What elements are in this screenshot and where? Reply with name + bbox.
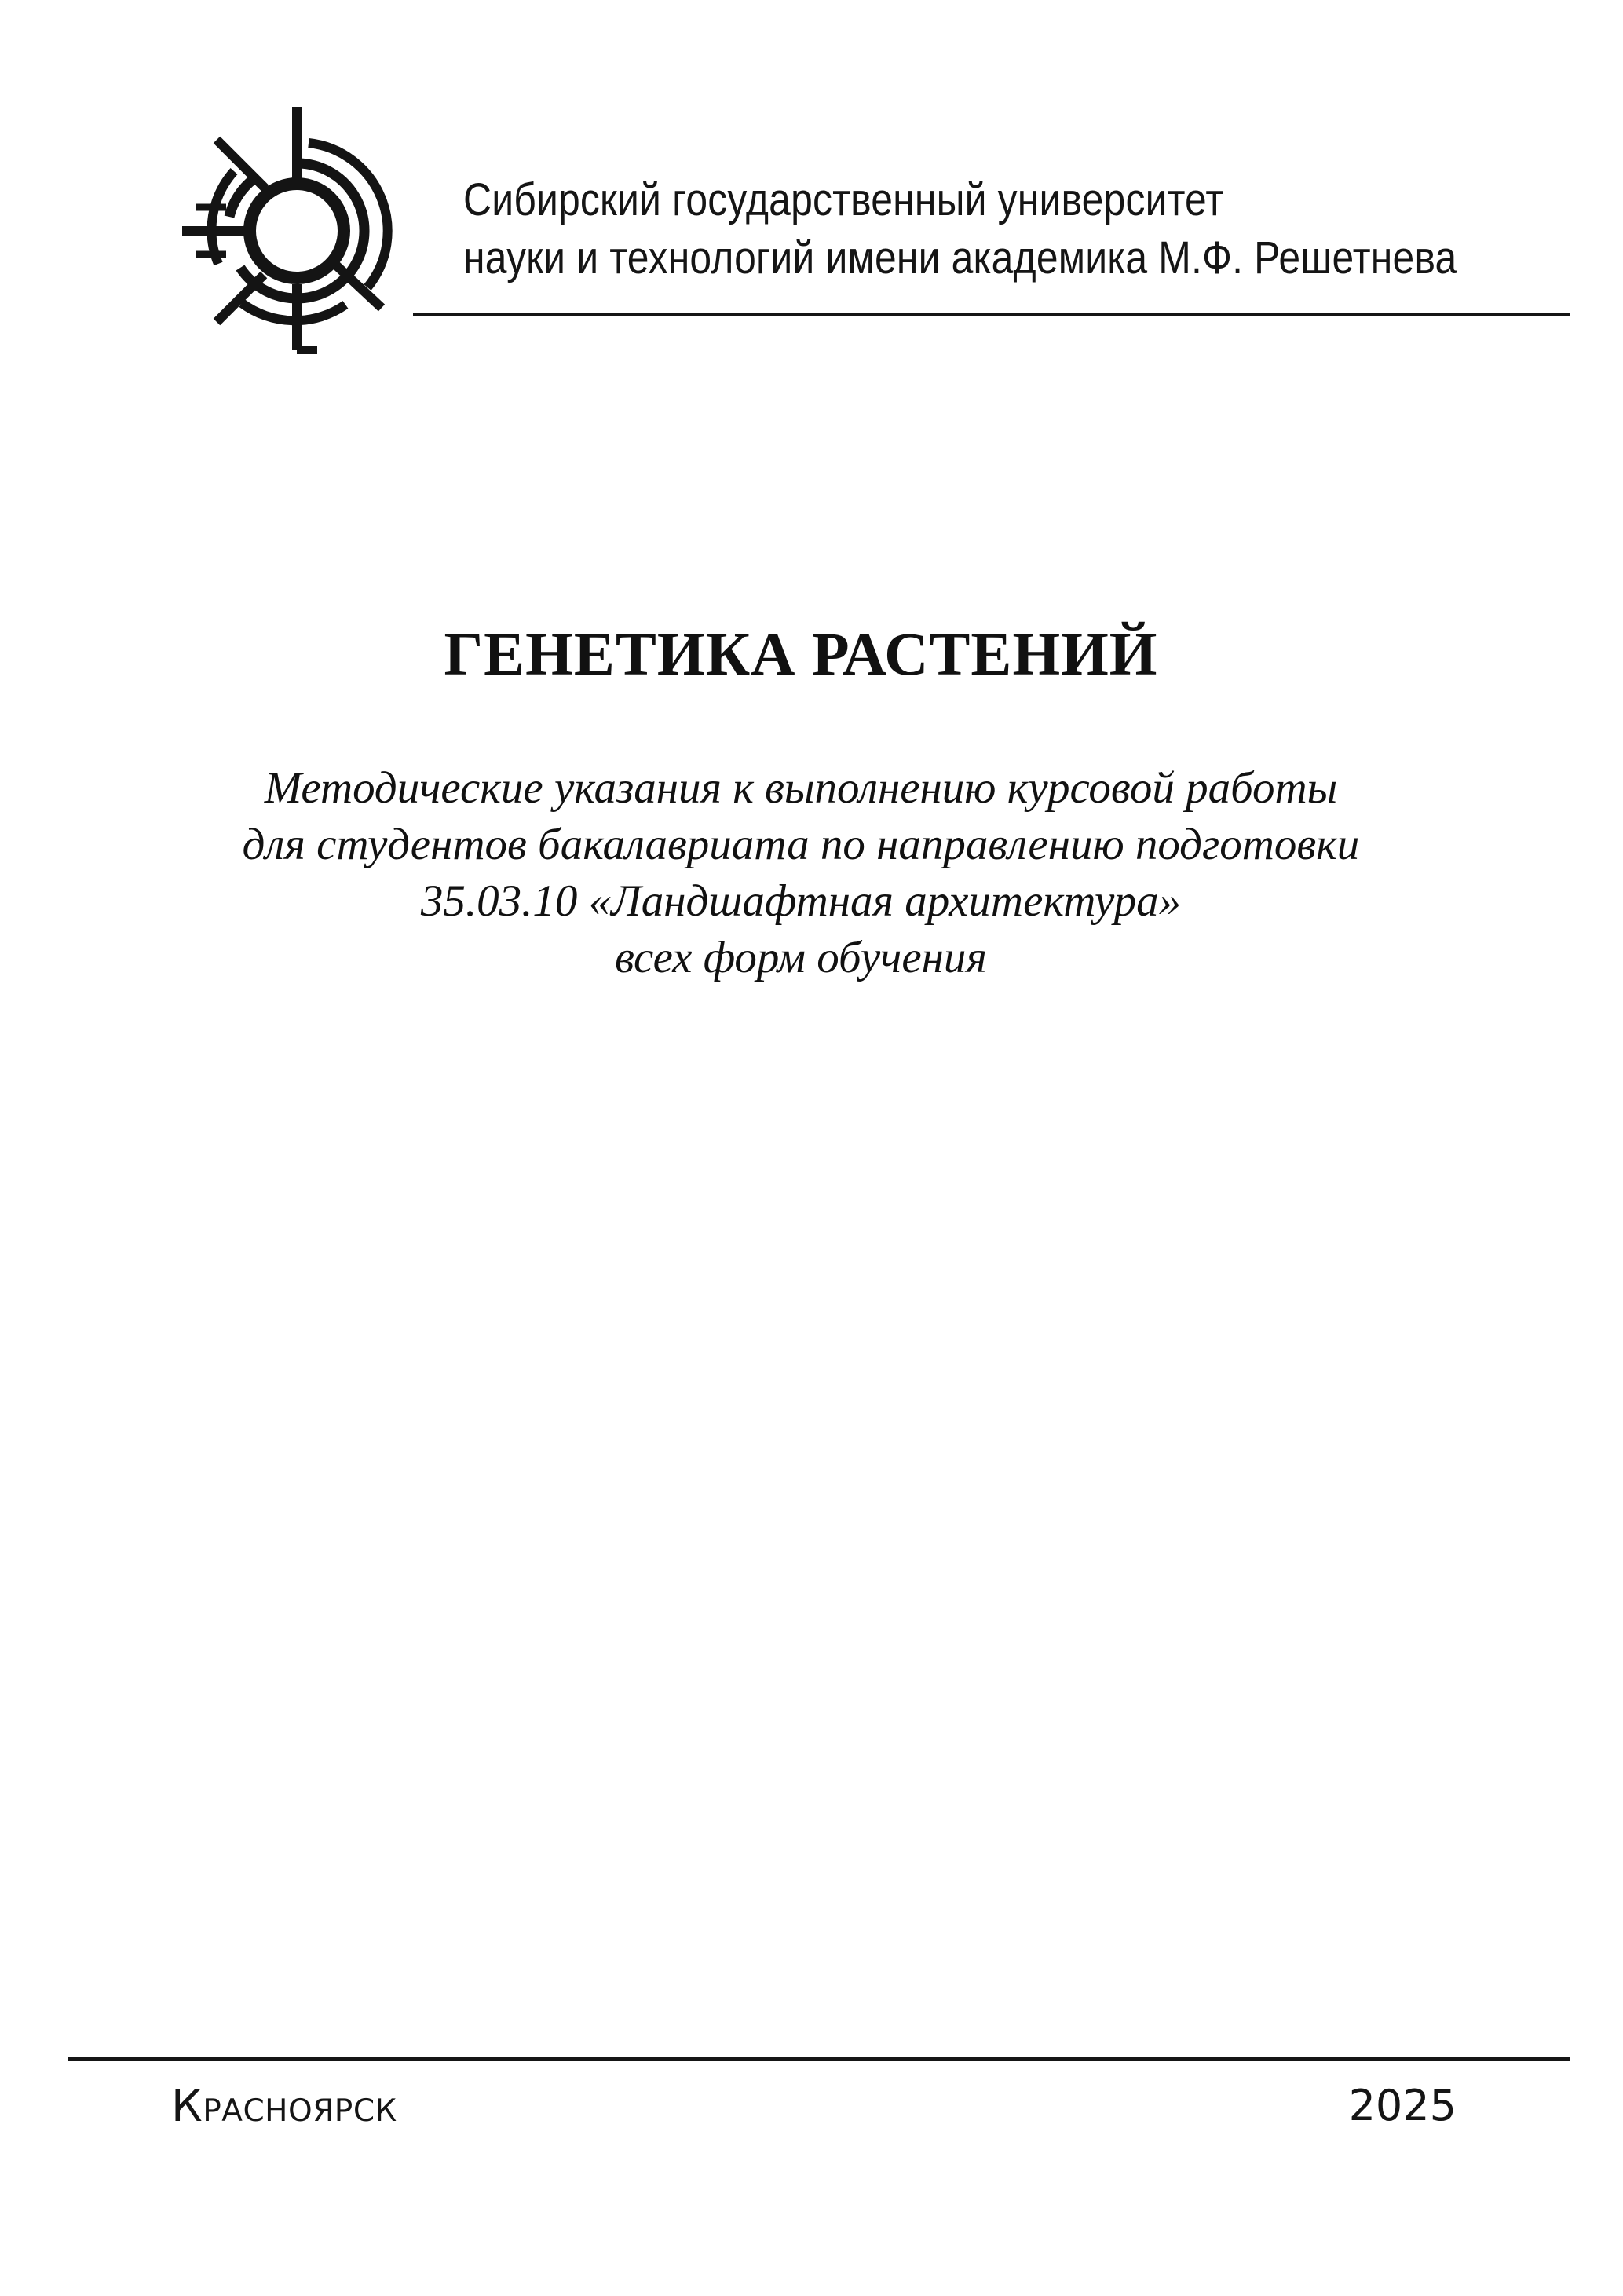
publication-year: 2025: [1348, 2081, 1457, 2130]
document-subtitle: [0, 760, 1602, 986]
subtitle-line: 35.03.10 «Ландшафтная архитектура»: [420, 876, 1182, 926]
university-name-line1: Сибирский государственный университет: [463, 174, 1224, 225]
university-name-line2: науки и технологий имени академика М.Ф. Решетнева: [463, 232, 1457, 283]
university-emblem-icon: [179, 107, 407, 358]
document-title: ГЕНЕТИКА РАСТЕНИЙ: [444, 620, 1158, 688]
header-divider: [413, 313, 1570, 316]
publication-city: Красноярск: [171, 2081, 397, 2132]
subtitle-line: для студентов бакалавриата по направлению подготовки: [242, 820, 1360, 869]
subtitle-line: всех форм обучения: [615, 933, 987, 982]
subtitle-line: Методические указания к выполнению курсовой работы: [264, 763, 1338, 813]
footer-divider: [68, 2057, 1570, 2061]
university-name: [463, 171, 1457, 287]
